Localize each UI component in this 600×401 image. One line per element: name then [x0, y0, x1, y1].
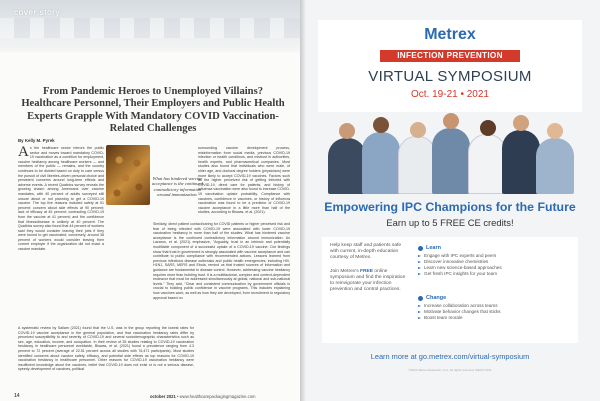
body-column-b: A systematic review by Sallam (2021) found that the U.S. was in the group reporting the lowest rates for COVID-19 vaccine acceptance in the general population, and that vaccination hesitancy rates differ by perceived susceptibility to and severity of COVID-19 and several sociodemographic characteristics such as sex, age, education, income, and occupation. In their review of 35 studies relating to COVID-19 vaccination hesitancy in healthcare personnel worldwide, Biswas, et al. (2021) found a prevalence ranging from 4.3 percent to 72 percent (average of 22.51 percent across all studies with 76,471 participants). Most studies identified concerns about vaccine safety, efficacy, and potential side effects as top reasons for COVID-19 vaccination hesitancy in healthcare personnel. Other reasons for COVID-19 vaccination hesitancy were insufficient knowledge about the vaccines, belief that COVID-19 does not exist or is not a serious disease, speedy development of vaccines, political	[18, 326, 194, 372]
ribbon-banner: INFECTION PREVENTION	[380, 50, 520, 62]
list-item	[418, 315, 568, 321]
join-text-free: FREE	[360, 269, 374, 274]
ad-fine-print: ©2021 Metrex Research, LLC. All rights reserved. MECS 1021	[408, 368, 492, 372]
person-figure	[502, 130, 540, 194]
body-column-d: Similarly, direct patient contact/caring for COVID patients or higher perceived risk and fear of being infected with COVID-19 were associated with lower COVID-19 vaccination hesitancy in more than half of the studies. What has hindered vaccine acceptance is the continued contradictory information around immunization. As Lazarus, et al. (2021) emphasize, "Arguably, trust in an intrinsic and potentially modifiable component of a successful uptake of a COVID-19 vaccine. Our findings show that trust in government is strongly associated with vaccine acceptance and can contribute to public compliance with recommended actions. Lessons learned from previous infectious disease outbreaks and public health emergencies, including HIV, H1N1, SARS, MERS and Ebola, remind us that trusted sources of information and guidance are fundamental to disease control. However, addressing vaccine hesitancy requires more than building trust. It is a multifactorial, complex and context-dependent endeavor that must be addressed simultaneously at global, national and sub-national levels." They add, "Clear and consistent communication by government officials is crucial to building public confidence in vaccine programs. This includes explaining how vaccines work, as well as how they are developed, from recruitment to regulatory approval based on	[153, 222, 290, 300]
learn-title: Learn	[426, 245, 441, 251]
change-item: Boost team morale	[424, 315, 463, 320]
page-spine-shadow	[300, 0, 306, 401]
join-text	[330, 269, 408, 293]
advertisement-page	[300, 0, 600, 401]
learn-dot-icon	[418, 246, 423, 251]
brand-logo: Metrex	[424, 26, 476, 43]
group-photo	[322, 116, 578, 194]
learn-more-link[interactable]: Learn more at go.metrex.com/virtual-symposium	[370, 352, 530, 361]
learn-item: Get fresh IPC insights for your team	[424, 271, 498, 276]
person-figure	[362, 132, 400, 194]
body-column-c: surrounding vaccine development process, misinformation from social media, previous COVID-19 infection or health conditions, and mistrust in authorities, health experts, and pharmaceutical companies. Most studies also found that individuals who were male, of older age, and doctoral degree holders (physicians) were more likely to accept COVID-19 vaccines. Factors such as the higher perceived risk of getting infected with COVID-19, direct care for patients, and history of influenza vaccination were also found to increase COVID-19 vaccination uptake probability. Compliance with vaccines, confidence in vaccines, or history of influenza vaccination was found to be a predictor of COVID-19 vaccine acceptance in a little more than half of the studies, according to Biswas, et al. (2021).	[198, 146, 290, 215]
bullet-arrow-icon	[418, 273, 421, 275]
article-byline: By Kelly M. Pyrek	[18, 138, 55, 143]
intro-text: Help keep staff and patients safe with current, in-depth education courtesy of Metrex.	[330, 243, 402, 260]
event-title: VIRTUAL SYMPOSIUM	[368, 68, 532, 85]
change-list	[418, 295, 568, 321]
bullet-arrow-icon	[418, 267, 421, 269]
cta-subheadline: Earn up to 5 FREE CE credits!	[386, 217, 514, 228]
footer-issue: october 2021	[150, 394, 176, 399]
body-paragraph-a: s the healthcare sector mirrors the public sector and moves toward mandatory COVID-19 vaccination as a condition for employment, vaccine hesitancy among healthcare workers — and members of the public — remains, and the country continues to be divided based on duty to care versus the pursuit of civil liberties-driven personal choice and persistent concerns around long-term effects and adverse events. A recent Qualtrics survey reveals the growing chasm among Americans over vaccine mandates, with 40 percent of adults surveyed still unsure about or not planning to get a COVID-19 vaccine. The top five reasons included safety at 51 percent; concern about side effects at 90 percent; lack of efficacy at 45 percent; contracting COVID-19 from the vaccine at 41 percent; and the confidence that illness/disease is unlikely at 40 percent. The Qualtrics survey also found that 44 percent of workers said they would consider leaving their jobs if they were forced to get vaccinated; conversely, around 38 percent of workers would consider leaving their current employer if the organization did not enact a vaccine mandate.	[18, 146, 104, 252]
learn-item: Learn new science-based approaches	[424, 265, 502, 270]
change-item: Motivate behavior changes that sticks	[424, 309, 501, 314]
join-text-post: online symposium and find the inspiration to reinvigorate your infection prevention and control practices.	[330, 269, 406, 292]
change-heading	[418, 295, 568, 301]
learn-item: Discover innovative chemistries	[424, 259, 489, 264]
person-figure	[328, 138, 366, 194]
learn-list	[418, 245, 568, 277]
list-item	[418, 271, 568, 277]
article-headline: From Pandemic Heroes to Unemployed Villains? Healthcare Personnel, Their Employers and Public Health Experts Grapple With Mandatory COVID Vaccination-Related Challenges	[21, 86, 285, 135]
photo-caption: What has hindered vaccine acceptance is the continued contradictory information around immunization.	[152, 176, 203, 198]
learn-heading	[418, 245, 568, 251]
section-label: cover story	[14, 7, 60, 17]
body-column-a	[18, 146, 104, 252]
footer-bullet: •	[177, 394, 180, 399]
bullet-arrow-icon	[418, 311, 421, 313]
page-number: 14	[14, 393, 20, 399]
page-footer	[0, 391, 300, 401]
footer-site: www.healthcarepackagingmagazine.com	[179, 394, 256, 399]
info-card	[322, 237, 578, 343]
ad-banner	[318, 20, 582, 112]
article-photo	[106, 145, 150, 205]
join-text-pre: Join Metrex's	[330, 269, 361, 274]
person-figure	[398, 136, 436, 194]
learn-item: Engage with IPC experts and peers	[424, 253, 497, 258]
change-item: Increase collaboration across teams	[424, 303, 498, 308]
change-dot-icon	[418, 296, 423, 301]
change-title: Change	[426, 295, 447, 301]
bullet-arrow-icon	[418, 305, 421, 307]
bullet-arrow-icon	[418, 261, 421, 263]
bullet-arrow-icon	[418, 317, 421, 319]
drop-cap: A	[18, 144, 29, 160]
person-figure	[468, 134, 506, 194]
cta-headline: Empowering IPC Champions for the Future	[324, 200, 576, 214]
footer-info	[150, 394, 256, 399]
person-figure	[432, 128, 470, 194]
event-dates: Oct. 19-21 • 2021	[411, 89, 489, 100]
bullet-arrow-icon	[418, 255, 421, 257]
person-figure	[536, 138, 574, 194]
